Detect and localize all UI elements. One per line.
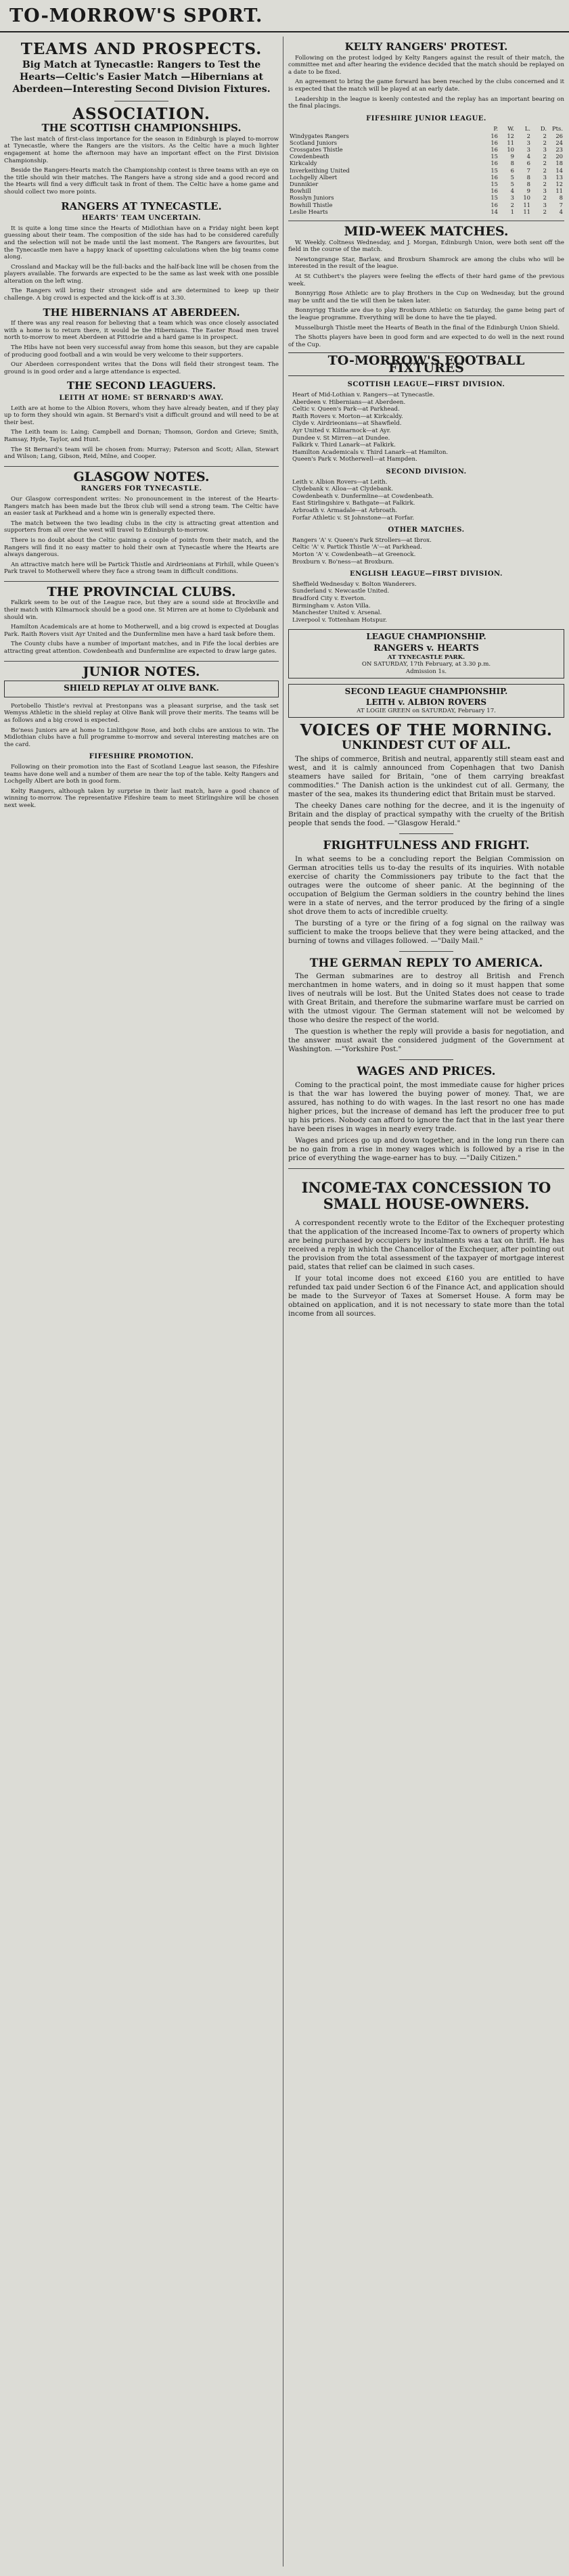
stat-cell: 11 — [523, 201, 530, 208]
table-row — [288, 139, 564, 146]
article-paragraph: Crossland and Mackay will be the full-backs and the half-back line will be chosen from the players available. The forwards are expected to be the same as last week with one possible alteration on the left wing. — [4, 263, 279, 285]
fixture-item: Arbroath v. Armadale—at Arbroath. — [292, 507, 398, 514]
stat-cell: 3 — [510, 194, 514, 202]
essay-paragraph: In what seems to be a concluding report the Belgian Commission on German atrocities tells us to-day the results of its inquiries. With notable exercise of charity the Commissioners pay tribute to the fact that the outrages were the outcome of sheer panic. At the beginning of the occupation of Belgium the German soldiers in the country behind the lines were in a state of nerves, and the terror produced by the firing of a single shot drove them to acts of incredible cruelty. — [288, 854, 564, 916]
stat-cell: 10 — [523, 194, 530, 202]
stat-cell: 3 — [526, 145, 530, 153]
protest-heading: KELTY RANGERS' PROTEST. — [344, 41, 508, 53]
hibs-heading: THE HIBERNIANS AT ABERDEEN. — [43, 306, 240, 319]
article-paragraph: Beside the Rangers-Hearts match the Championship contest is three teams with an eye on the title should win their matches. The Rangers have a strong side and a good record and the Hearts will find a very difficult task in front of them. The Celtic have a home game and should collect two more points. — [4, 167, 279, 196]
stat-cell: 7 — [526, 166, 530, 174]
stat-cell: 2 — [543, 166, 547, 174]
fixture-item: Heart of Mid-Lothian v. Rangers—at Tynecastle. — [292, 392, 435, 399]
second-kicker: LEITH AT HOME: ST BERNARD'S AWAY. — [59, 394, 224, 402]
stat-cell: 3 — [543, 201, 547, 208]
table-header-cell: Pts. — [552, 125, 563, 133]
article-paragraph: An attractive match here will be Partick Thistle and Airdrieonians at Firhill, while Queen's Park travel to Motherwell where they face a strong team in difficult conditions. — [4, 561, 279, 576]
stat-cell: 3 — [543, 187, 547, 195]
shield-box — [4, 681, 279, 697]
article-paragraph: There is no doubt about the Celtic gaining a couple of points from their match, and the Rangers will find it no easy matter to hold their own at Tynecastle where the Hearts are always dangerous. — [4, 536, 279, 559]
champ-heading: THE SCOTTISH CHAMPIONSHIPS. — [41, 122, 242, 135]
article-paragraph: The last match of first-class importance for the season in Edinburgh is played to-morrow at Tynecastle, where the Rangers are the visitors. As the Celtic have a much lighter engagement at home the afternoon may have an important effect on the First Division Championship. — [4, 135, 279, 164]
stat-cell: 15 — [491, 166, 498, 174]
divider — [399, 833, 453, 834]
article-paragraph: The County clubs have a number of important matches, and in Fife the local derbies are attracting great attention. Cowdenbeath and Dunfermline are expected to draw large gates. — [4, 641, 279, 656]
stat-cell: 4 — [526, 153, 530, 160]
stat-cell: 9 — [526, 187, 530, 195]
divider — [399, 1059, 453, 1060]
article-paragraph: The Shotts players have been in good form and are expected to do well in the next round of the Cup. — [288, 334, 564, 348]
stat-cell: 20 — [555, 153, 563, 160]
fixture-item: Birmingham v. Aston Villa. — [292, 602, 371, 610]
fixture-item: Broxburn v. Bo'ness—at Broxburn. — [292, 558, 394, 566]
second-leaguers-heading: THE SECOND LEAGUERS. — [66, 380, 217, 392]
stat-cell: 8 — [510, 160, 514, 167]
midweek-heading: MID-WEEK MATCHES. — [344, 223, 509, 239]
table-row — [288, 153, 564, 160]
table-header-row — [288, 125, 564, 132]
fixture-item: East Stirlingshire v. Bathgate—at Falkirk. — [292, 500, 415, 507]
fixture-item: Clyde v. Airdrieonians—at Shawfield. — [292, 420, 402, 428]
fixture-list-second — [288, 479, 564, 522]
table-row — [288, 160, 564, 166]
stat-cell: 18 — [555, 160, 563, 167]
english-kicker: ENGLISH LEAGUE—FIRST DIVISION. — [349, 570, 503, 578]
advert-teams: LEITH v. ALBION ROVERS — [365, 697, 487, 708]
advert-date: AT LOGIE GREEN on SATURDAY, February 17. — [357, 708, 496, 715]
essay-paragraph: Coming to the practical point, the most immediate cause for higher prices is that the war has lowered the buying power of money. That, we are assured, has nothing to do with wages. In the last resort no one has made higher prices, but the increase of demand has left the producer free to put up his prices. Nobody can afford to ignore the fact that in the last year there have been rises in wages in nearly every trade. — [288, 1080, 564, 1133]
essay-paragraph: If your total income does not exceed £160 you are entitled to have refunded tax paid under Section 6 of the Finance Act, and application should be made to the Surveyor of Taxes at Somerset House. A form may be obtained on application, and it is not necessary to state more than the total income from all sources. — [288, 1274, 564, 1318]
essay-paragraph: The ships of commerce, British and neutral, apparently still steam east and west, and it is calmly announced from Copenhagen that two Danish steamers have sailed for Britain, "one of them carrying breakfast commodities." The Danish action is the unkindest cut of all. Germany, the master of the sea, makes its thundering edict that Britain must be starved. — [288, 755, 564, 799]
fixtures-heading: TO-MORROW'S FOOTBALL FIXTURES — [327, 353, 525, 375]
essay-unkindest — [288, 739, 564, 828]
team-name-cell: Windygates Rangers — [290, 132, 349, 139]
fixture-item: Celtic v. Queen's Park—at Parkhead. — [292, 406, 400, 413]
stat-cell: 2 — [543, 208, 547, 215]
article-paragraph: Bo'ness Juniors are at home to Linlithgow Rose, and both clubs are anxious to win. The Midlothian clubs have a full programme to-morrow and several interesting matches are on the card. — [4, 727, 279, 748]
article-paragraph: Hamilton Academicals are at home to Motherwell, and a big crowd is expected at Douglas Park. Raith Rovers visit Ayr United and the Dunfermline men have a hard task before them. — [4, 624, 279, 638]
article-paragraph: Musselburgh Thistle meet the Hearts of Beath in the final of the Edinburgh Union Shield. — [295, 324, 560, 331]
stat-cell: 2 — [543, 194, 547, 202]
stat-cell: 2 — [543, 160, 547, 167]
article-paragraph: It is quite a long time since the Hearts of Midlothian have on a Friday night been kept guessing about their team. The composition of the side has had to be considered carefully and the selection will not be made until the last moment. The Rangers are favourites, but the Tynecastle men have a happy knack of upsetting calculations when the big teams come along. — [4, 225, 279, 261]
team-name-cell: Dunnikier — [290, 180, 319, 187]
match-advert — [288, 629, 564, 678]
article-paragraph: Following on their promotion into the East of Scotland League last season, the Fifeshire teams have done well and a number of them are near the top of the table. Kelty Rangers and Lochgelly Albert are both in good form. — [4, 763, 279, 785]
fixture-item: Rangers 'A' v. Queen's Park Strollers—at Ibrox. — [292, 536, 432, 544]
stat-cell: 1 — [510, 208, 514, 215]
divider — [4, 581, 279, 582]
stat-cell: 10 — [507, 145, 514, 153]
article-paragraph: The Rangers will bring their strongest side and are determined to keep up their challenge. A big crowd is expected and the kick-off is at 3.30. — [4, 288, 279, 302]
stat-cell: 8 — [559, 194, 563, 202]
essay-paragraph: The cheeky Danes care nothing for the decree, and it is the ingenuity of Britain and the display of practical sympathy with the cruelty of the British people that sends the food. —"Glasgow Herald." — [288, 802, 564, 828]
fixture-item: Falkirk v. Third Lanark—at Falkirk. — [292, 442, 396, 449]
team-name-cell: Lochgelly Albert — [290, 173, 338, 181]
provincial-heading: THE PROVINCIAL CLUBS. — [47, 584, 236, 599]
table-row — [288, 208, 564, 215]
stat-cell: 2 — [543, 180, 547, 187]
essay-paragraph: The German submarines are to destroy all British and French merchantmen in home waters, and in doing so it must happen that some lives of neutrals will be lost. But the United States does not cease to trade with Great Britain, and therefore the submarine warfare must be carried on with the utmost vigour. The German statement will not be welcomed by those who desire the respect of the world. — [288, 972, 564, 1025]
article-paragraph: Our Aberdeen correspondent writes that the Dons will field their strongest team. The ground is in good order and a large attendance is expected. — [4, 361, 279, 375]
essay-paragraph: A correspondent recently wrote to the Editor of the Exchequer protesting that the application of the increased Income-Tax to owners of property which are being purchased by occupiers by instalments was a tax on thrift. He has received a reply in which the Chancellor of the Exchequer, after pointing out the provision from the total assessment of the taxpayer of mortgage interest paid, states that relief can be claimed in such cases. — [288, 1218, 564, 1271]
divider — [399, 951, 453, 952]
first-division-kicker: SCOTTISH LEAGUE—FIRST DIVISION. — [347, 381, 505, 389]
article-paragraph: The Hibs have not been very successful away from home this season, but they are capable of producing good football and a win would be very welcome to their supporters. — [4, 344, 279, 359]
stat-cell: 11 — [523, 208, 530, 215]
rangers-heading: RANGERS AT TYNECASTLE. — [61, 200, 222, 212]
article-paragraph: Our Glasgow correspondent writes: No pronouncement in the interest of the Hearts-Rangers match has been made but the Ibrox club will send a strong team. The Celtic have an easier task at Parkhead and a home win is generally expected there. — [4, 495, 279, 518]
article-paragraph: Bonnyrigg Thistle are due to play Broxburn Athletic on Saturday, the game being part of the league programme. Everything will be done to have the tie played. — [288, 307, 564, 321]
fixture-item: Leith v. Albion Rovers—at Leith. — [292, 478, 388, 486]
essay-paragraph: Wages and prices go up and down together, and in the long run there can be no gain from a rise in money wages which is followed by a rise in the price of everything the wage-earner has to buy. —"Daily Citizen." — [288, 1136, 564, 1162]
team-name-cell: Bowhill — [290, 187, 311, 195]
article-paragraph: Falkirk seem to be out of the League race, but they are a sound side at Brockville and their match with Kilmarnock should be a good one. St Mirren are at home to Clydebank and should win. — [4, 599, 279, 621]
stat-cell: 14 — [491, 208, 498, 215]
right-column — [288, 37, 564, 1321]
table-row — [288, 174, 564, 181]
stat-cell: 13 — [555, 173, 563, 181]
article-paragraph: Kelty Rangers, although taken by surprise in their last match, have a good chance of winning to-morrow. The representative Fifeshire team to meet Stirlingshire will be chosen next week. — [4, 787, 279, 809]
glasgow-kicker: RANGERS FOR TYNECASTLE. — [81, 485, 202, 493]
table-header-cell: P. — [493, 125, 498, 133]
fixture-item: Raith Rovers v. Morton—at Kirkcaldy. — [292, 413, 403, 420]
income-tax-article — [288, 1180, 564, 1318]
essay-heading: UNKINDEST CUT OF ALL. — [342, 739, 511, 753]
team-name-cell: Inverkeithing United — [290, 166, 350, 174]
league-table-title: FIFESHIRE JUNIOR LEAGUE. — [366, 114, 486, 122]
match-advert-2 — [288, 684, 564, 718]
stat-cell: 7 — [559, 201, 563, 208]
stat-cell: 26 — [555, 132, 563, 139]
article-paragraph: If there was any real reason for believing that a team which was once closely associated with a home is to return there, it would be the Hibernians. The Easter Road men travel north to-morrow to meet Aberdeen at Pittodrie and a hard game is in prospect. — [4, 320, 279, 342]
divider — [4, 661, 279, 662]
advert-date: ON SATURDAY, 17th February, at 3.30 p.m. — [361, 661, 491, 668]
fixture-item: Queen's Park v. Motherwell—at Hampden. — [292, 456, 417, 463]
article-paragraph: Leadership in the league is keenly contested and the replay has an important bearing on the final placings. — [288, 95, 564, 110]
fixture-item: Bradford City v. Everton. — [292, 595, 366, 602]
advert-venue: AT TYNECASTLE PARK. — [387, 653, 465, 661]
stat-cell: 8 — [526, 180, 530, 187]
advert-title: SECOND LEAGUE CHAMPIONSHIP. — [344, 686, 508, 696]
teams-deck: Big Match at Tynecastle: Rangers to Test the Hearts—Celtic's Easier Match —Hibernians at Aberdeen—Interesting Second Division Fixtures. — [12, 59, 271, 95]
page-title: TO-MORROW'S SPORT. — [9, 5, 263, 26]
fixture-item: Cowdenbeath v. Dunfermline—at Cowdenbeath. — [292, 492, 434, 500]
association-heading: ASSOCIATION. — [72, 104, 210, 123]
fixture-list-other — [288, 537, 564, 566]
table-row — [288, 146, 564, 153]
stat-cell: 16 — [491, 187, 498, 195]
stat-cell: 2 — [510, 201, 514, 208]
stat-cell: 24 — [555, 139, 563, 146]
essay-heading: THE GERMAN REPLY TO AMERICA. — [309, 956, 543, 970]
table-header-cell: W. — [507, 125, 514, 133]
fixtures-banner — [288, 352, 564, 376]
stat-cell: 12 — [555, 180, 563, 187]
league-table-body — [288, 133, 564, 215]
table-row — [288, 133, 564, 139]
essay-german-reply — [288, 956, 564, 1055]
article-paragraph: The match between the two leading clubs in the city is attracting great attention and supporters from all over the west will travel to Edinburgh to-morrow. — [4, 520, 279, 534]
fife-kicker: FIFESHIRE PROMOTION. — [89, 753, 194, 761]
table-row — [288, 194, 564, 201]
income-tax-heading: INCOME-TAX CONCESSION TO SMALL HOUSE-OWNERS. — [301, 1178, 551, 1212]
second-division-kicker: SECOND DIVISION. — [386, 468, 467, 476]
essay-paragraph: The question is whether the reply will provide a basis for negotiation, and the answer must await the considered judgment of the Government at Washington. —"Yorkshire Post." — [288, 1028, 564, 1054]
stat-cell: 6 — [510, 166, 514, 174]
team-name-cell: Kirkcaldy — [290, 160, 317, 167]
article-paragraph: The Leith team is: Laing; Campbell and Dornan; Thomson, Gordon and Grieve; Smith, Ramsay, Hyde, Taylor, and Hunt. — [4, 429, 279, 443]
essay-heading: FRIGHTFULNESS AND FRIGHT. — [323, 839, 530, 853]
table-header-cell — [288, 125, 483, 132]
article-paragraph: Following on the protest lodged by Kelty Rangers against the result of their match, the committee met and after hearing the evidence decided that the match should be replayed on a date to be fixed. — [288, 54, 564, 76]
left-column — [4, 37, 279, 812]
stat-cell: 3 — [543, 145, 547, 153]
stat-cell: 15 — [491, 153, 498, 160]
article-paragraph: At St Cuthbert's the players were feeling the effects of their hard game of the previous week. — [288, 273, 564, 288]
stat-cell: 16 — [491, 145, 498, 153]
fixture-item: Celtic 'A' v. Partick Thistle 'A'—at Parkhead. — [292, 544, 422, 551]
stat-cell: 3 — [526, 139, 530, 146]
table-row — [288, 167, 564, 174]
stat-cell: 16 — [491, 160, 498, 167]
stat-cell: 23 — [555, 145, 563, 153]
stat-cell: 11 — [555, 187, 563, 195]
article-paragraph: An agreement to bring the game forward has been reached by the clubs concerned and it is expected that the match will be played at an early date. — [288, 78, 564, 93]
fixture-item: Liverpool v. Tottenham Hotspur. — [292, 616, 387, 624]
table-row — [288, 187, 564, 194]
stat-cell: 2 — [543, 132, 547, 139]
article-paragraph: Bonnyrigg Rose Athletic are to play Brothers in the Cup on Wednesday, but the ground may be unfit and the tie will then be taken later. — [288, 290, 564, 304]
stat-cell: 15 — [491, 180, 498, 187]
stat-cell: 9 — [510, 153, 514, 160]
fixture-item: Sunderland v. Newcastle United. — [292, 588, 390, 595]
fixture-item: Clydebank v. Alloa—at Clydebank. — [292, 486, 393, 493]
team-name-cell: Leslie Hearts — [290, 208, 328, 215]
stat-cell: 5 — [510, 180, 514, 187]
essay-wages — [288, 1065, 564, 1163]
table-row — [288, 181, 564, 187]
stat-cell: 2 — [526, 132, 530, 139]
team-name-cell: Scotland Juniors — [290, 139, 338, 146]
fixture-item: Dundee v. St Mirren—at Dundee. — [292, 434, 390, 442]
stat-cell: 11 — [507, 139, 514, 146]
voices-heading: VOICES OF THE MORNING. — [300, 720, 553, 739]
advert-title: LEAGUE CHAMPIONSHIP. — [366, 632, 486, 642]
shield-title: SHIELD REPLAY AT OLIVE BANK. — [64, 683, 219, 693]
divider — [4, 466, 279, 467]
team-name-cell: Rosslyn Juniors — [290, 194, 334, 202]
stat-cell: 16 — [491, 173, 498, 181]
stat-cell: 15 — [491, 194, 498, 202]
advert-admission: Admission 1s. — [405, 668, 447, 676]
fixture-list-first — [288, 392, 564, 463]
fixture-item: Hamilton Academicals v. Third Lanark—at Hamilton. — [292, 448, 449, 456]
stat-cell: 4 — [510, 187, 514, 195]
article-paragraph: W. Weekly. Coltness Wednesday, and J. Morgan, Edinburgh Union, were both sent off the field in the course of the match. — [288, 239, 564, 254]
league-table — [288, 125, 564, 215]
stat-cell: 4 — [559, 208, 563, 215]
fixture-item: Aberdeen v. Hibernians—at Aberdeen. — [292, 398, 406, 406]
stat-cell: 16 — [491, 132, 498, 139]
stat-cell: 16 — [491, 201, 498, 208]
team-name-cell: Cowdenbeath — [290, 153, 329, 160]
masthead — [0, 0, 569, 32]
stat-cell: 5 — [510, 173, 514, 181]
divider — [288, 1168, 564, 1169]
fixture-list-english — [288, 581, 564, 624]
article-paragraph: The St Bernard's team will be chosen from: Murray; Paterson and Scott; Allan, Stewart and Wilson; Lang, Gibson, Reid, Milne, and Cooper. — [4, 446, 279, 461]
fixture-item: Ayr United v. Kilmarnock—at Ayr. — [292, 428, 391, 435]
stat-cell: 8 — [526, 173, 530, 181]
essay-paragraph: The bursting of a tyre or the firing of a fog signal on the railway was sufficient to make the troops believe that they were being attacked, and the burning of towns and villages followed. —"Daily Mail." — [288, 919, 564, 945]
article-paragraph: Portobello Thistle's revival at Prestonpans was a pleasant surprise, and the task set Wemyss Athletic in the shield replay at Olive Bank will prove their merits. The teams will be as follows and a big crowd is expected. — [4, 702, 279, 724]
glasgow-heading: GLASGOW NOTES. — [73, 469, 210, 484]
stat-cell: 2 — [543, 139, 547, 146]
article-paragraph: Leith are at home to the Albion Rovers, whom they have already beaten, and if they play up to form they should win again. St Bernard's visit a difficult ground and will need to be at their best. — [4, 405, 279, 426]
fixture-item: Forfar Athletic v. St Johnstone—at Forfar. — [292, 514, 415, 522]
teams-heading: TEAMS AND PROSPECTS. — [20, 40, 263, 58]
article-paragraph: Newtongrange Star, Barlaw, and Broxburn Shamrock are among the clubs who will be interested in the result of the league. — [288, 256, 564, 271]
rangers-kicker: HEARTS' TEAM UNCERTAIN. — [82, 214, 201, 223]
fixture-item: Manchester United v. Arsenal. — [292, 610, 382, 617]
table-row — [288, 202, 564, 208]
stat-cell: 2 — [543, 153, 547, 160]
junior-heading: JUNIOR NOTES. — [83, 664, 200, 679]
table-header-cell: L. — [524, 125, 530, 133]
essay-frightfulness — [288, 839, 564, 946]
team-name-cell: Bowhill Thistle — [290, 201, 333, 208]
fixture-item: Morton 'A' v. Cowdenbeath—at Greenock. — [292, 551, 416, 558]
advert-teams: RANGERS v. HEARTS — [373, 643, 479, 653]
stat-cell: 12 — [507, 132, 514, 139]
team-name-cell: Crossgates Thistle — [290, 145, 343, 153]
stat-cell: 16 — [491, 139, 498, 146]
stat-cell: 14 — [555, 166, 563, 174]
other-matches-kicker: OTHER MATCHES. — [388, 526, 465, 534]
essay-heading: WAGES AND PRICES. — [357, 1065, 496, 1079]
stat-cell: 6 — [526, 160, 530, 167]
fixture-item: Sheffield Wednesday v. Bolton Wanderers. — [292, 580, 417, 588]
stat-cell: 3 — [543, 173, 547, 181]
table-header-cell: D. — [540, 125, 547, 133]
